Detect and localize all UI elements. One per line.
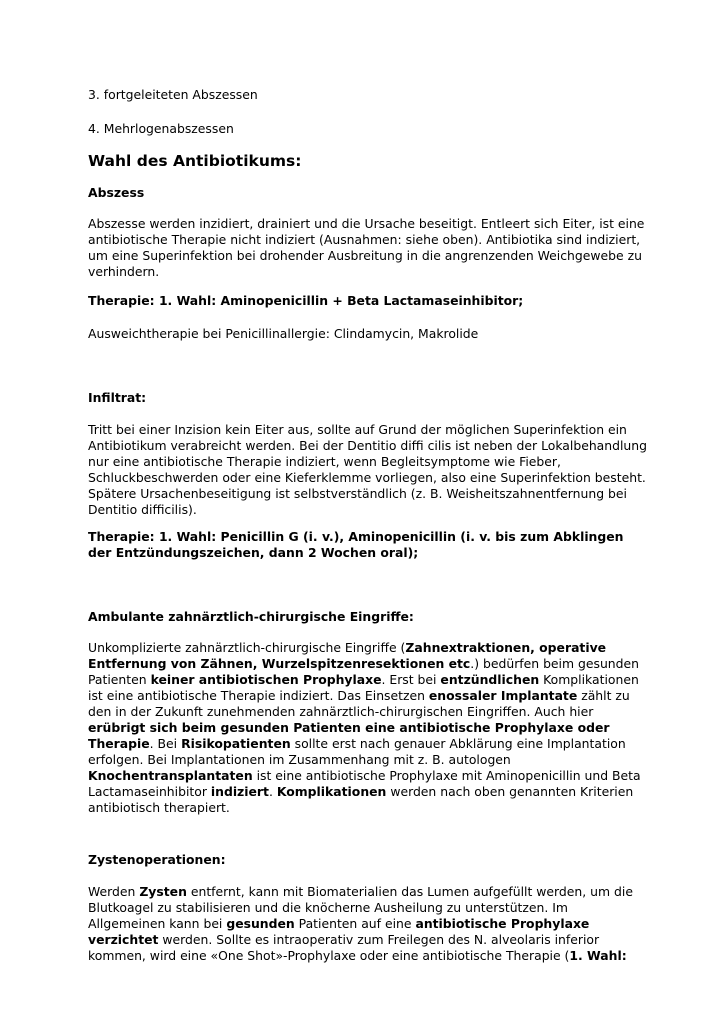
text-line <box>88 768 648 784</box>
text-run: zählt zu <box>577 688 630 703</box>
bold-text: verzichtet <box>88 932 159 947</box>
text-line: antibiotisch therapiert. <box>88 800 230 815</box>
text-run: kommen, wird eine «One Shot»-Prophylaxe oder eine antibiotische Therapie ( <box>88 948 570 963</box>
text-run: Patienten <box>88 672 151 687</box>
bold-text: Zahnextraktionen, operative <box>405 640 607 655</box>
text-line <box>88 720 648 736</box>
list-item-3: 3. fortgeleiteten Abszessen <box>88 87 258 102</box>
text-run: Komplikationen <box>539 672 639 687</box>
bold-text: enossaler Implantate <box>428 688 578 703</box>
text-line <box>88 948 648 964</box>
text-run: Lactamaseinhibitor <box>88 784 211 799</box>
text-line <box>88 640 648 656</box>
zysten-paragraph <box>88 884 648 964</box>
bold-text: Risikopatienten <box>181 736 291 751</box>
text-line: verhindern. <box>88 264 160 279</box>
ambulant-paragraph <box>88 640 648 816</box>
bold-text: Therapie <box>88 736 150 751</box>
bold-text: 1. Wahl: <box>569 948 627 963</box>
text-line: Therapie: 1. Wahl: Penicillin G (i. v.), Aminopenicillin (i. v. bis zum Abklingen <box>88 529 624 544</box>
text-line <box>88 672 648 688</box>
infiltrat-heading: Infiltrat: <box>88 390 147 405</box>
bold-text: Zysten <box>139 884 187 899</box>
text-run: werden. Sollte es intraoperativ zum Freilegen des N. alveolaris inferior <box>158 932 600 947</box>
text-line <box>88 688 648 704</box>
text-run: . Bei <box>149 736 182 751</box>
text-run: ist eine antibiotische Therapie indiziert. Das Einsetzen <box>88 688 429 703</box>
text-line: nur eine antibiotische Therapie indiziert, wenn Begleitsymptome wie Fieber, <box>88 454 561 469</box>
abszess-alternative-therapy: Ausweichtherapie bei Penicillinallergie: Clindamycin, Makrolide <box>88 326 479 341</box>
abszess-therapy: Therapie: 1. Wahl: Aminopenicillin + Beta Lactamaseinhibitor; <box>88 293 524 308</box>
text-line: der Entzündungszeichen, dann 2 Wochen oral); <box>88 545 419 560</box>
list-item-4: 4. Mehrlogenabszessen <box>88 121 234 136</box>
text-line: den in der Zukunft zunehmenden zahnärztlich-chirurgischen Eingriffen. Auch hier <box>88 704 594 719</box>
zysten-heading: Zystenoperationen: <box>88 852 226 867</box>
bold-text: antibiotische Prophylaxe <box>415 916 590 931</box>
bold-text: gesunden <box>226 916 295 931</box>
abszess-heading: Abszess <box>88 185 145 200</box>
bold-text: indiziert <box>210 784 269 799</box>
text-line: Antibiotikum verabreicht werden. Bei der Dentitio diffi cilis ist neben der Lokalbehandlung <box>88 438 648 453</box>
text-line: antibiotische Therapie nicht indiziert (Ausnahmen: siehe oben). Antibiotika sind indiziert, <box>88 232 641 247</box>
text-line: Schluckbeschwerden oder eine Kieferklemme vorliegen, also eine Superinfektion besteht. <box>88 470 646 485</box>
text-line: Spätere Ursachenbeseitigung ist selbstverständlich (z. B. Weisheitszahnentfernung bei <box>88 486 627 501</box>
text-line <box>88 656 648 672</box>
main-heading: Wahl des Antibiotikums: <box>88 152 302 170</box>
text-line <box>88 916 648 932</box>
text-run: Werden <box>88 884 140 899</box>
text-run: .) bedürfen beim gesunden <box>470 656 640 671</box>
text-line: erfolgen. Bei Implantationen im Zusammenhang mit z. B. autologen <box>88 752 511 767</box>
ambulant-heading: Ambulante zahnärztlich-chirurgische Eingriffe: <box>88 609 414 624</box>
bold-text: Komplikationen <box>276 784 387 799</box>
text-run: Unkomplizierte zahnärztlich-chirurgische Eingriffe ( <box>88 640 406 655</box>
text-line <box>88 884 648 900</box>
infiltrat-therapy <box>88 529 648 561</box>
text-line <box>88 736 648 752</box>
infiltrat-paragraph <box>88 422 648 518</box>
text-run: sollte erst nach genauer Abklärung eine Implantation <box>290 736 626 751</box>
text-line <box>88 932 648 948</box>
text-line: Dentitio difficilis). <box>88 502 197 517</box>
text-run: werden nach oben genannten Kriterien <box>386 784 634 799</box>
bold-text: erübrigt sich beim gesunden Patienten eine antibiotische Prophylaxe oder <box>88 720 610 735</box>
text-line: Blutkoagel zu stabilisieren und die knöcherne Ausheilung zu unterstützen. Im <box>88 900 568 915</box>
bold-text: Knochentransplantaten <box>88 768 253 783</box>
text-run: . Erst bei <box>381 672 441 687</box>
text-run: Allgemeinen kann bei <box>88 916 227 931</box>
bold-text: keiner antibiotischen Prophylaxe <box>150 672 382 687</box>
text-line <box>88 784 648 800</box>
text-run: entfernt, kann mit Biomaterialien das Lumen aufgefüllt werden, um die <box>186 884 633 899</box>
bold-text: entzündlichen <box>440 672 540 687</box>
text-run: ist eine antibiotische Prophylaxe mit Aminopenicillin und Beta <box>252 768 641 783</box>
text-run: Patienten auf eine <box>294 916 416 931</box>
text-run: . <box>268 784 277 799</box>
text-line: um eine Superinfektion bei drohender Ausbreitung in die angrenzenden Weichgewebe zu <box>88 248 642 263</box>
text-line: Tritt bei einer Inzision kein Eiter aus, sollte auf Grund der möglichen Superinfektion ein <box>88 422 627 437</box>
abszess-paragraph <box>88 216 648 280</box>
bold-text: Entfernung von Zähnen, Wurzelspitzenresektionen etc <box>88 656 471 671</box>
text-line: Abszesse werden inzidiert, drainiert und die Ursache beseitigt. Entleert sich Eiter, ist eine <box>88 216 645 231</box>
